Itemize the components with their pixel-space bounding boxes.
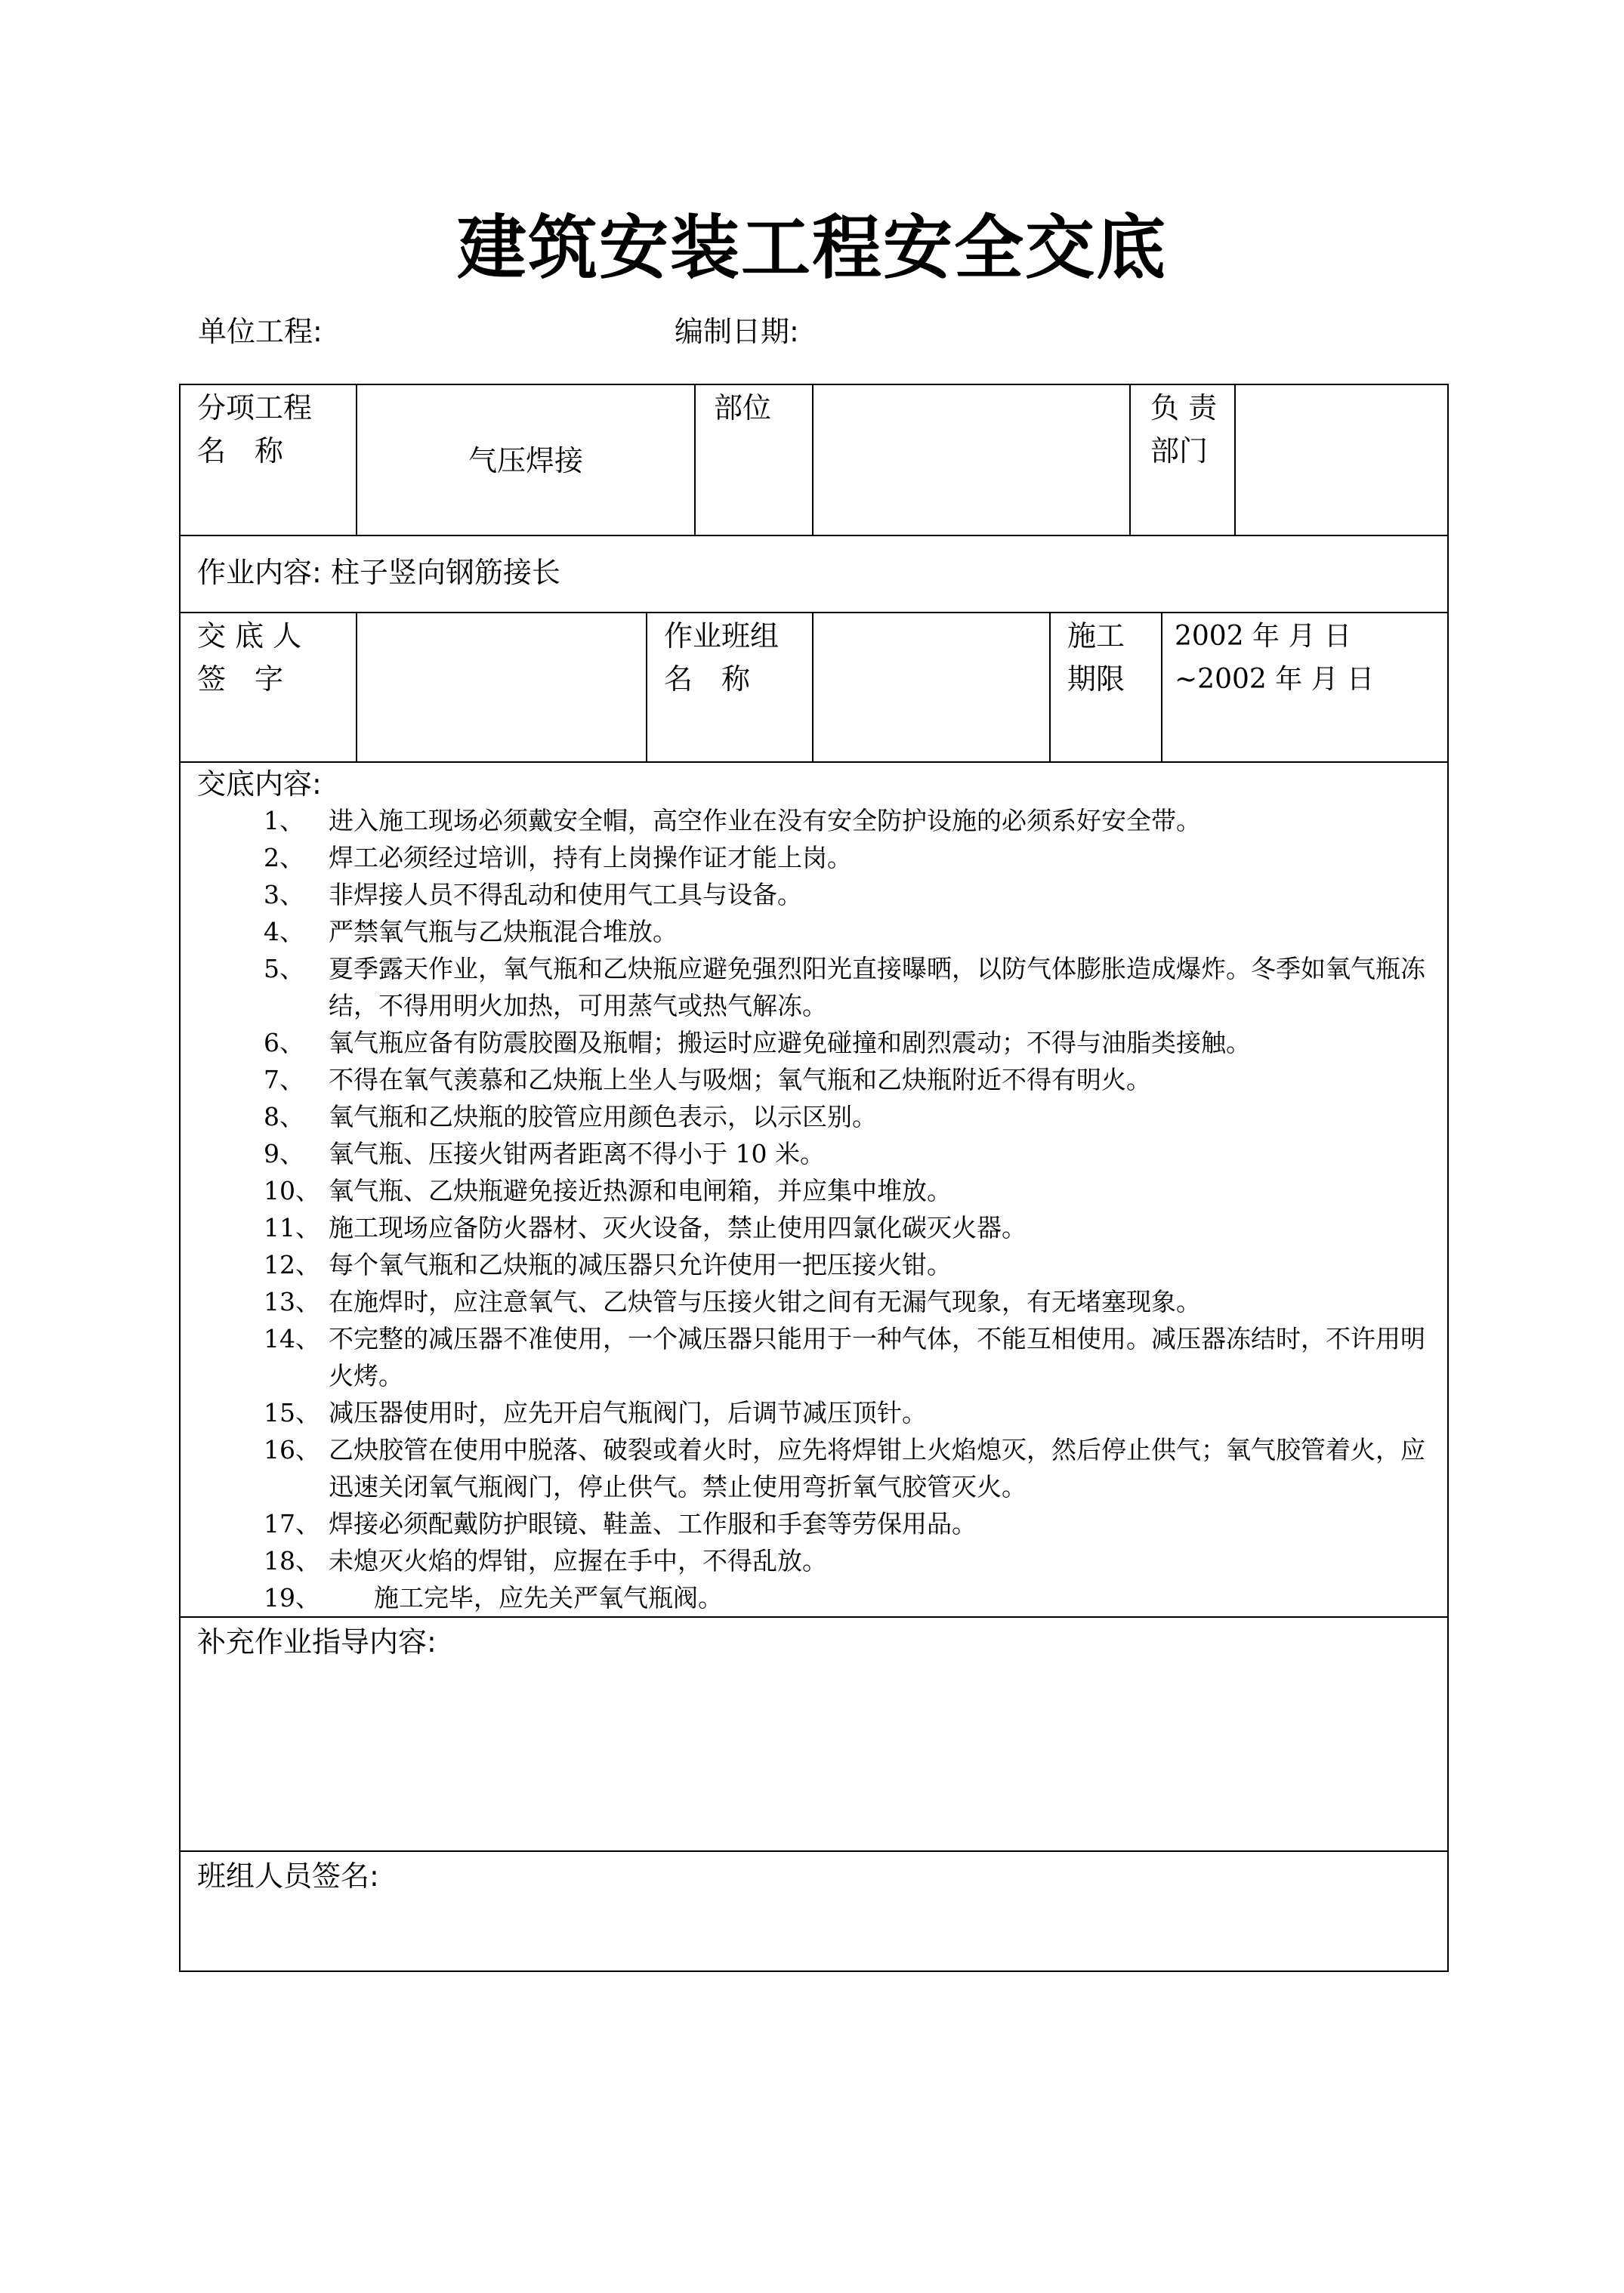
row-briefer	[181, 613, 1447, 763]
dept-value[interactable]	[1236, 385, 1447, 535]
row-work-content	[181, 536, 1447, 613]
briefing-item-text: 夏季露天作业，氧气瓶和乙炔瓶应避免强烈阳光直接曝晒，以防气体膨胀造成爆炸。冬季如氧气瓶冻结，不得用明火加热，可用蒸气或热气解冻。	[329, 954, 1425, 1020]
briefing-item-number: 16、	[264, 1435, 320, 1464]
briefing-item-text: 严禁氧气瓶与乙炔瓶混合堆放。	[329, 917, 678, 946]
row-sub-project	[181, 385, 1447, 536]
briefing-item-text: 施工完毕，应先关严氧气瓶阀。	[374, 1583, 723, 1613]
briefing-item	[264, 1542, 1440, 1579]
team-label-line1: 作业班组	[664, 619, 780, 653]
briefing-item-number: 5、	[264, 954, 304, 983]
briefing-item	[264, 1431, 1440, 1505]
compile-date-label: 编制日期:	[675, 315, 799, 348]
briefing-item	[264, 1320, 1440, 1394]
location-value[interactable]	[814, 385, 1131, 535]
sub-project-label-line2: 名 称	[197, 434, 284, 468]
briefing-item-text: 不得在氧气羡慕和乙炔瓶上坐人与吸烟；氧气瓶和乙炔瓶附近不得有明火。	[329, 1065, 1151, 1094]
briefing-item-number: 15、	[264, 1398, 320, 1427]
briefing-item-text: 乙炔胶管在使用中脱落、破裂或着火时，应先将焊钳上火焰熄灭，然后停止供气；氧气胶管着火，应迅速关闭氧气瓶阀门，停止供气。禁止使用弯折氧气胶管灭火。	[329, 1435, 1425, 1501]
briefing-item-text: 进入施工现场必须戴安全帽，高空作业在没有安全防护设施的必须系好安全带。	[329, 806, 1201, 835]
location-label	[696, 385, 814, 535]
briefing-item-text: 不完整的减压器不准使用，一个减压器只能用于一种气体，不能互相使用。减压器冻结时，不许用明火烤。	[329, 1324, 1425, 1390]
briefing-item-number: 11、	[264, 1213, 320, 1242]
briefing-item	[264, 1135, 1440, 1172]
location-label-text: 部位	[714, 391, 772, 424]
briefing-item-text: 焊工必须经过培训，持有上岗操作证才能上岗。	[329, 843, 852, 872]
briefing-item	[264, 1394, 1440, 1431]
briefing-item	[264, 1098, 1440, 1135]
briefing-item	[264, 1283, 1440, 1320]
briefing-item-number: 18、	[264, 1546, 320, 1575]
work-content: 作业内容: 柱子竖向钢筋接长	[197, 556, 560, 589]
briefer-label-line1: 交 底 人	[197, 619, 302, 653]
briefing-item-number: 7、	[264, 1065, 304, 1094]
briefing-item-number: 14、	[264, 1324, 320, 1353]
team-label-line2: 名 称	[664, 662, 751, 696]
briefing-item-text: 氧气瓶、乙炔瓶避免接近热源和电闸箱，并应集中堆放。	[329, 1176, 952, 1205]
briefing-label: 交底内容:	[197, 767, 322, 801]
briefing-item	[264, 1061, 1440, 1098]
briefing-item-number: 8、	[264, 1102, 304, 1131]
briefing-item-text: 氧气瓶、压接火钳两者距离不得小于 10 米。	[329, 1139, 825, 1168]
briefing-item-text: 氧气瓶应备有防震胶圈及瓶帽；搬运时应避免碰撞和剧烈震动；不得与油脂类接触。	[329, 1028, 1251, 1057]
briefing-item-number: 10、	[264, 1176, 320, 1205]
dept-label-line1: 负 责	[1150, 391, 1218, 424]
period-end: ~2002 年 月 日	[1175, 664, 1375, 695]
unit-project-label: 单位工程:	[198, 315, 323, 348]
briefing-item-text: 每个氧气瓶和乙炔瓶的减压器只允许使用一把压接火钳。	[329, 1250, 952, 1279]
supplement-label: 补充作业指导内容:	[197, 1625, 437, 1659]
briefing-item-number: 4、	[264, 917, 304, 946]
briefing-item-number: 3、	[264, 880, 304, 909]
briefing-item-text: 施工现场应备防火器材、灭火设备，禁止使用四氯化碳灭火器。	[329, 1213, 1027, 1242]
briefing-item-text: 减压器使用时，应先开启气瓶阀门，后调节减压顶针。	[329, 1398, 927, 1427]
row-briefing-content	[181, 763, 1447, 1618]
briefing-item	[264, 1209, 1440, 1246]
team-value[interactable]	[814, 613, 1051, 761]
briefing-item	[264, 802, 1440, 839]
briefing-item	[264, 876, 1440, 913]
period-start: 2002 年 月 日	[1175, 621, 1351, 652]
briefing-item-number: 6、	[264, 1028, 304, 1057]
briefing-item	[264, 1172, 1440, 1209]
team-label	[647, 613, 814, 761]
briefing-item-text: 在施焊时，应注意氧气、乙炔管与压接火钳之间有无漏气现象，有无堵塞现象。	[329, 1287, 1201, 1316]
briefer-label	[181, 613, 357, 761]
briefing-item	[264, 839, 1440, 876]
period-label	[1051, 613, 1162, 761]
briefing-item	[264, 1246, 1440, 1283]
briefing-item-number: 13、	[264, 1287, 320, 1316]
briefing-item-number: 2、	[264, 843, 304, 872]
row-team-signature[interactable]	[181, 1852, 1447, 1970]
document-title: 建筑安装工程安全交底	[456, 207, 1167, 289]
briefing-item-text: 未熄灭火焰的焊钳，应握在手中，不得乱放。	[329, 1546, 827, 1575]
briefing-item	[264, 913, 1440, 950]
row-supplement[interactable]	[181, 1618, 1447, 1852]
sub-project-label	[181, 385, 357, 535]
team-signature-label: 班组人员签名:	[197, 1859, 379, 1893]
dept-label	[1131, 385, 1236, 535]
briefing-item-number: 1、	[264, 806, 304, 835]
briefing-item-number: 17、	[264, 1509, 320, 1538]
briefing-item-text: 氧气瓶和乙炔瓶的胶管应用颜色表示，以示区别。	[329, 1102, 877, 1131]
briefing-item-text: 焊接必须配戴防护眼镜、鞋盖、工作服和手套等劳保用品。	[329, 1509, 977, 1538]
briefing-item	[264, 1024, 1440, 1061]
briefer-label-line2: 签 字	[197, 662, 284, 696]
sub-project-value[interactable]	[357, 385, 696, 535]
safety-briefing-table	[179, 384, 1449, 1972]
period-value[interactable]	[1162, 613, 1447, 761]
sub-project-label-line1: 分项工程	[197, 391, 313, 424]
briefing-item	[264, 1505, 1440, 1542]
briefing-items-list	[181, 802, 1447, 1616]
briefing-item-text: 非焊接人员不得乱动和使用气工具与设备。	[329, 880, 802, 909]
period-label-line2: 期限	[1067, 662, 1125, 696]
briefing-item-number: 19、	[264, 1583, 320, 1613]
briefing-item	[264, 1579, 1440, 1616]
briefing-item-number: 12、	[264, 1250, 320, 1279]
briefer-signature[interactable]	[357, 613, 647, 761]
dept-label-line2: 部门	[1150, 434, 1209, 468]
sub-project-value-text: 气压焊接	[468, 443, 583, 477]
period-label-line1: 施工	[1067, 619, 1125, 653]
briefing-item	[264, 950, 1440, 1024]
briefing-item-number: 9、	[264, 1139, 304, 1168]
